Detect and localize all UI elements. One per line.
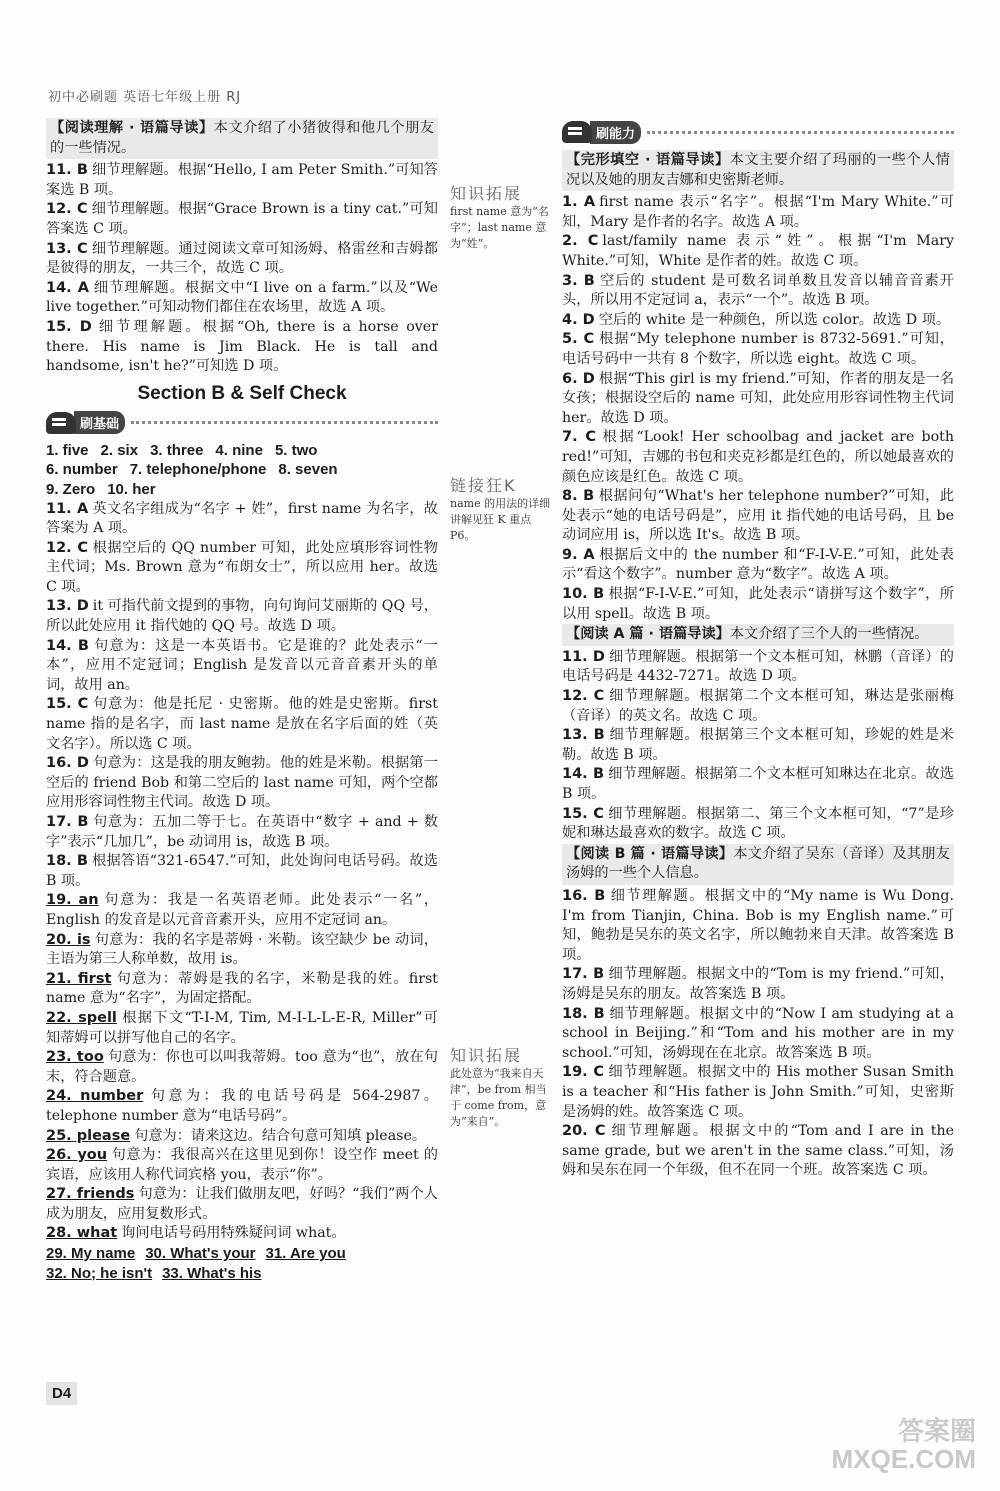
answer-item: 13. B 细节理解题。根据第三个文本框可知，珍妮的姓是米勒。故选 B 项。 xyxy=(562,727,954,763)
basic-practice-tag: 刷基础 xyxy=(46,411,438,435)
reading-b-guide-banner: 【阅读 B 篇 · 语篇导读】本文介绍了吴东（音译）及其朋友汤姆的一些个人信息。 xyxy=(562,844,954,885)
answer-item: 12. C 细节理解题。根据“Grace Brown is a tiny cat.”可知答案选 C 项。 xyxy=(46,201,438,237)
answer-item: 25. please 句意为：请来这边。结合句意可知填 please。 xyxy=(46,1127,427,1144)
answer-item: 22. spell 根据下文“T-I-M, Tim, M-I-L-L-E-R, Miller”可知蒂姆可以拼写他自己的名字。 xyxy=(46,1009,438,1046)
answer-item: 17. B 细节理解题。根据文中的“Tom is my friend.”可知，汤姆是吴东的朋友。故答案选 B 项。 xyxy=(562,966,954,1002)
short-answers: 1. five 2. six 3. three 4. nine 5. two 6. number 7. telephone/phone 8. seven 9. Zero 10. her xyxy=(46,441,338,498)
answer-item: 19. an 句意为：我是一名英语老师。此处表示“一名”，English 的发音是以元音音素开头，应用不定冠词 an。 xyxy=(46,892,439,928)
reading-answers xyxy=(46,161,438,377)
cloze-guide-banner: 【完形填空 · 语篇导读】本文主要介绍了玛丽的一些个人情况以及她的朋友吉娜和史密斯老师。 xyxy=(562,150,954,191)
short-answers-end: 29. My name 30. What's your 31. Are you 32. No; he isn't 33. What's his xyxy=(46,1245,346,1282)
answer-item: 1. A first name 表示“名字”。根据“I'm Mary White.”可知，Mary 是作者的名字。故选 A 项。 xyxy=(562,194,954,230)
answer-item: 5. C 根据“My telephone number is 8732-5691.”可知，电话号码中一共有 8 个数字，所以选 eight。故选 C 项。 xyxy=(562,331,954,367)
dotted-divider xyxy=(647,131,954,134)
answer-item: 14. A 细节理解题。根据文中“I live on a farm.”以及“We live together.”可知动物们都住在农场里，故选 A 项。 xyxy=(46,279,438,316)
answer-item: 21. first 句意为：蒂姆是我的名字，米勒是我的姓。first name 意为“名字”，为固定搭配。 xyxy=(46,970,438,1007)
page-header: 初中必刷题 英语七年级上册 RJ xyxy=(48,90,242,105)
answer-item: 14. B 句意为：这是一本英语书。它是谁的？此处表示“一本”，应用不定冠词；English 是发音以元音音素开头的单词，故用 an。 xyxy=(46,637,438,693)
answer-item: 11. A 英文名字组成为“名字 + 姓”，first name 为名字，故答案为 A 项。 xyxy=(46,500,438,537)
side-note-knowledge: 知识拓展 first name 意为“名字”；last name 意为“姓”。 xyxy=(450,184,549,250)
answer-item: 27. friends 句意为：让我们做朋友吧，好吗？“我们”两个人成为朋友，应用复数形式。 xyxy=(46,1186,438,1222)
page-number: D4 xyxy=(46,1382,77,1405)
reading-a-guide-banner: 【阅读 A 篇 · 语篇导读】本文介绍了三个人的一些情况。 xyxy=(562,624,954,646)
answer-item: 18. B 细节理解题。根据文中的“Now I am studying at a school in Beijing.”和“Tom and his mother are in my school.”可知，汤姆现在在北京。故答案选 B 项。 xyxy=(562,1005,954,1061)
answer-item: 28. what 询问电话号码用特殊疑问词 what。 xyxy=(46,1225,346,1242)
answer-item: 16. B 细节理解题。根据文中的“My name is Wu Dong. I'm from Tianjin, China. Bob is my English name.”可知，鲍勃是吴东的英文名字，所以鲍勃来自天津。故答案选 B 项。 xyxy=(562,887,954,963)
answer-item: 19. C 细节理解题。根据文中的 His mother Susan Smith is a teacher 和“His father is John Smith.”可知，史密斯是汤姆的姓。故答案选 C 项。 xyxy=(562,1064,954,1120)
answer-item: 15. D 细节理解题。根据“Oh, there is a horse over there. His name is Jim Black. He is tall and handsome, isn't he?”可知选 D 项。 xyxy=(46,318,438,375)
answer-item: 3. B 空后的 student 是可数名词单数且发音以辅音音素开头，所以用不定冠词 a，表示“一个”。故选 B 项。 xyxy=(562,272,954,309)
basic-answers xyxy=(46,500,438,1245)
answer-item: 20. C 细节理解题。根据文中的“Tom and I are in the same grade, but we aren't in the same class.”可知，汤姆和吴东在同一个年级，但不在同一个班。故答案选 C 项。 xyxy=(562,1123,954,1179)
answer-item: 13. C 细节理解题。通过阅读文章可知汤姆、格雷丝和吉姆都是彼得的朋友，一共三个，故选 C 项。 xyxy=(46,240,438,277)
answer-item: 4. D 空后的 white 是一种颜色，所以选 color。故选 D 项。 xyxy=(562,311,951,328)
answer-item: 13. D it 可指代前文提到的事物，向句询问艾丽斯的 QQ 号，所以此处应用 it 指代她的 QQ 号。故选 D 项。 xyxy=(46,598,438,635)
ability-practice-tag: 刷能力 xyxy=(562,120,954,144)
reading-guide-banner: 【阅读理解 · 语篇导读】本文介绍了小猪彼得和他几个朋友的一些情况。 xyxy=(46,118,438,159)
answer-item: 9. A 根据后文中的 the number 和“F-I-V-E.”可知，此处表示“看这个数字”。number 意为“数字”。故选 A 项。 xyxy=(562,546,954,583)
pencil-badge-icon xyxy=(562,121,592,143)
dotted-divider xyxy=(131,421,438,424)
reading-b-answers xyxy=(562,887,954,1181)
cloze-answers xyxy=(562,193,954,624)
pencil-badge-icon xyxy=(46,412,76,434)
answer-item: 12. C 根据空后的 QQ number 可知，此处应填形容词性物主代词；Ms. Brown 意为“布朗女士”，所以应用 her。故选 C 项。 xyxy=(46,539,438,595)
answer-item: 17. B 句意为：五加二等于七。在英语中“数字 + and + 数字”表示“几加几”，be 动词用 is，故选 B 项。 xyxy=(46,814,438,850)
answer-item: 26. you 句意为：我很高兴在这里见到你！设空作 meet 的宾语，应该用人称代词宾格 you，表示“你”。 xyxy=(46,1147,438,1183)
section-title: Section B & Self Check xyxy=(137,382,347,404)
side-note-knowledge-2: 知识拓展 此处意为“我来自天津”，be from 相当于 come from，意为“来自”。 xyxy=(450,1046,547,1128)
answer-item: 12. C 细节理解题。根据第二个文本框可知，琳达是张丽梅（音译）的英文名。故选 C 项。 xyxy=(562,688,954,724)
answer-item: 2. C last/family name 表示“姓”。根据“I'm Mary White.”可知，White 是作者的姓。故选 C 项。 xyxy=(562,233,954,269)
reading-a-answers xyxy=(562,648,954,844)
right-column xyxy=(562,118,954,1181)
answer-item: 11. B 细节理解题。根据“Hello, I am Peter Smith.”可知答案选 B 项。 xyxy=(46,162,438,198)
answer-item: 24. number 句意为：我的电话号码是 564-2987。telephone number 意为“电话号码”。 xyxy=(46,1088,438,1124)
side-note-link: 链接狂K name 的用法的详细讲解见狂 K 重点 P6。 xyxy=(450,476,551,542)
answer-item: 11. D 细节理解题。根据第一个文本框可知，林鹏（音译）的电话号码是 4432-7271。故选 D 项。 xyxy=(562,648,954,685)
answer-item: 15. C 句意为：他是托尼 · 史密斯。他的姓是史密斯。first name 指的是名字，而 last name 是放在名字后面的姓（英文名字）。所以选 C 项。 xyxy=(46,696,438,752)
answer-item: 15. C 细节理解题。根据第二、第三个文本框可知，“7”是珍妮和琳达最喜欢的数字。故选 C 项。 xyxy=(562,805,954,842)
answer-item: 6. D 根据“This girl is my friend.”可知，作者的朋友是一名女孩；根据设空后的 name 可知，此处应用形容词性物主代词 her。故选 D 项。 xyxy=(562,370,955,426)
left-column xyxy=(46,118,438,1283)
answer-item: 10. B 根据“F-I-V-E.”可知，此处表示“请拼写这个数字”，所以用 spell。故选 B 项。 xyxy=(562,586,954,622)
answer-item: 14. B 细节理解题。根据第二个文本框可知琳达在北京。故选 B 项。 xyxy=(562,766,954,802)
answer-item: 7. C 根据“Look! Her schoolbag and jacket are both red!”可知，吉娜的书包和夹克衫都是红色的，所以她最喜欢的颜色应该是红色。故选 C 项。 xyxy=(562,429,954,485)
answer-item: 8. B 根据问句“What's her telephone number?”可知，此处表示“她的电话号码是”，应用 it 指代她的电话号码，且 be 动词应用 is，所以选 It's。故选 B 项。 xyxy=(562,488,954,544)
answer-item: 20. is 句意为：我的名字是蒂姆 · 米勒。该空缺少 be 动词，主语为第三人称单数，故用 is。 xyxy=(46,931,438,968)
watermark-logo: 答案圈 MXQE.COM xyxy=(831,1416,976,1474)
answer-item: 23. too 句意为：你也可以叫我蒂姆。too 意为“也”，放在句末，符合题意。 xyxy=(46,1049,438,1085)
answer-item: 16. D 句意为：这是我的朋友鲍勃。他的姓是米勒。根据第一空后的 friend Bob 和第二空后的 last name 可知，两个空都应用形容词性物主代词。故选 D 项。 xyxy=(46,755,438,811)
answer-item: 18. B 根据答语“321-6547.”可知，此处询问电话号码。故选 B 项。 xyxy=(46,853,438,889)
